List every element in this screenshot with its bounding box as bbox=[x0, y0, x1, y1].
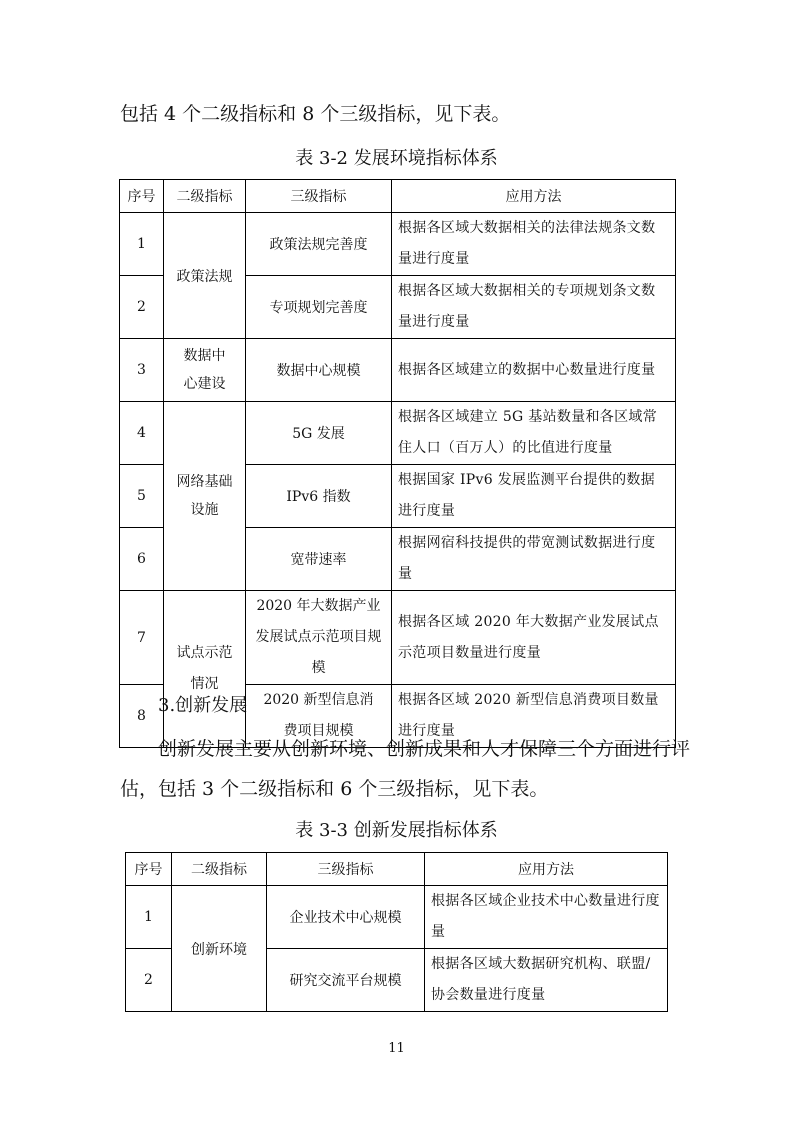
table-row bbox=[126, 886, 668, 949]
table2-caption: 表 3-3 创新发展指标体系 bbox=[295, 820, 498, 841]
method-cell: 根据各区域企业技术中心数量进行度量 bbox=[425, 886, 668, 949]
row-no: 2 bbox=[126, 949, 172, 1012]
level3-cell: 5G 发展 bbox=[246, 402, 392, 465]
row-no: 7 bbox=[120, 591, 164, 685]
level2-cell: 数据中心建设 bbox=[164, 339, 246, 402]
header-level2: 二级指标 bbox=[172, 853, 267, 886]
level3-cell: 企业技术中心规模 bbox=[267, 886, 425, 949]
row-no: 4 bbox=[120, 402, 164, 465]
level3-cell: IPv6 指数 bbox=[246, 465, 392, 528]
method-cell: 根据各区域建立的数据中心数量进行度量 bbox=[392, 339, 676, 402]
method-cell: 根据各区域大数据研究机构、联盟/协会数量进行度量 bbox=[425, 949, 668, 1012]
level3-cell: 宽带速率 bbox=[246, 528, 392, 591]
row-no: 2 bbox=[120, 276, 164, 339]
row-no: 1 bbox=[120, 213, 164, 276]
row-no: 5 bbox=[120, 465, 164, 528]
method-cell: 根据各区域 2020 新型信息消费项目数量进行度量 bbox=[392, 685, 676, 748]
header-level3: 三级指标 bbox=[246, 180, 392, 213]
row-no: 6 bbox=[120, 528, 164, 591]
header-method: 应用方法 bbox=[425, 853, 668, 886]
method-cell: 根据各区域 2020 年大数据产业发展试点示范项目数量进行度量 bbox=[392, 591, 676, 685]
section-heading: 3.创新发展 bbox=[158, 695, 248, 716]
level2-cell: 创新环境 bbox=[172, 886, 267, 1012]
method-cell: 根据各区域大数据相关的法律法规条文数量进行度量 bbox=[392, 213, 676, 276]
header-level2: 二级指标 bbox=[164, 180, 246, 213]
level2-cell: 试点示范情况 bbox=[164, 591, 246, 748]
header-level3: 三级指标 bbox=[267, 853, 425, 886]
body-line-1: 创新发展主要从创新环境、创新成果和人才保障三个方面进行评 bbox=[158, 738, 691, 760]
table-row bbox=[120, 402, 676, 465]
table-header-row bbox=[120, 180, 676, 213]
intro-line: 包括 4 个二级指标和 8 个三级指标，见下表。 bbox=[120, 103, 511, 125]
row-no: 8 bbox=[120, 685, 164, 748]
level3-cell: 数据中心规模 bbox=[246, 339, 392, 402]
row-no: 1 bbox=[126, 886, 172, 949]
row-no: 3 bbox=[120, 339, 164, 402]
body-line-2: 估，包括 3 个二级指标和 6 个三级指标，见下表。 bbox=[120, 778, 549, 800]
table-row bbox=[120, 339, 676, 402]
table-development-environment bbox=[119, 179, 676, 748]
level3-cell: 2020 新型信息消费项目规模 bbox=[246, 685, 392, 748]
level3-cell: 2020 年大数据产业发展试点示范项目规模 bbox=[246, 591, 392, 685]
method-cell: 根据各区域大数据相关的专项规划条文数量进行度量 bbox=[392, 276, 676, 339]
header-no: 序号 bbox=[126, 853, 172, 886]
table-row bbox=[120, 213, 676, 276]
level3-cell: 研究交流平台规模 bbox=[267, 949, 425, 1012]
method-cell: 根据各区域建立 5G 基站数量和各区域常住人口（百万人）的比值进行度量 bbox=[392, 402, 676, 465]
level3-cell: 专项规划完善度 bbox=[246, 276, 392, 339]
page-number: 11 bbox=[388, 1041, 405, 1056]
method-cell: 根据国家 IPv6 发展监测平台提供的数据进行度量 bbox=[392, 465, 676, 528]
level2-cell: 网络基础设施 bbox=[164, 402, 246, 591]
table-innovation-development bbox=[125, 852, 668, 1012]
table-header-row bbox=[126, 853, 668, 886]
level3-cell: 政策法规完善度 bbox=[246, 213, 392, 276]
table1-caption: 表 3-2 发展环境指标体系 bbox=[295, 148, 498, 169]
level2-cell: 政策法规 bbox=[164, 213, 246, 339]
header-no: 序号 bbox=[120, 180, 164, 213]
table-row bbox=[120, 591, 676, 685]
method-cell: 根据网宿科技提供的带宽测试数据进行度量 bbox=[392, 528, 676, 591]
header-method: 应用方法 bbox=[392, 180, 676, 213]
